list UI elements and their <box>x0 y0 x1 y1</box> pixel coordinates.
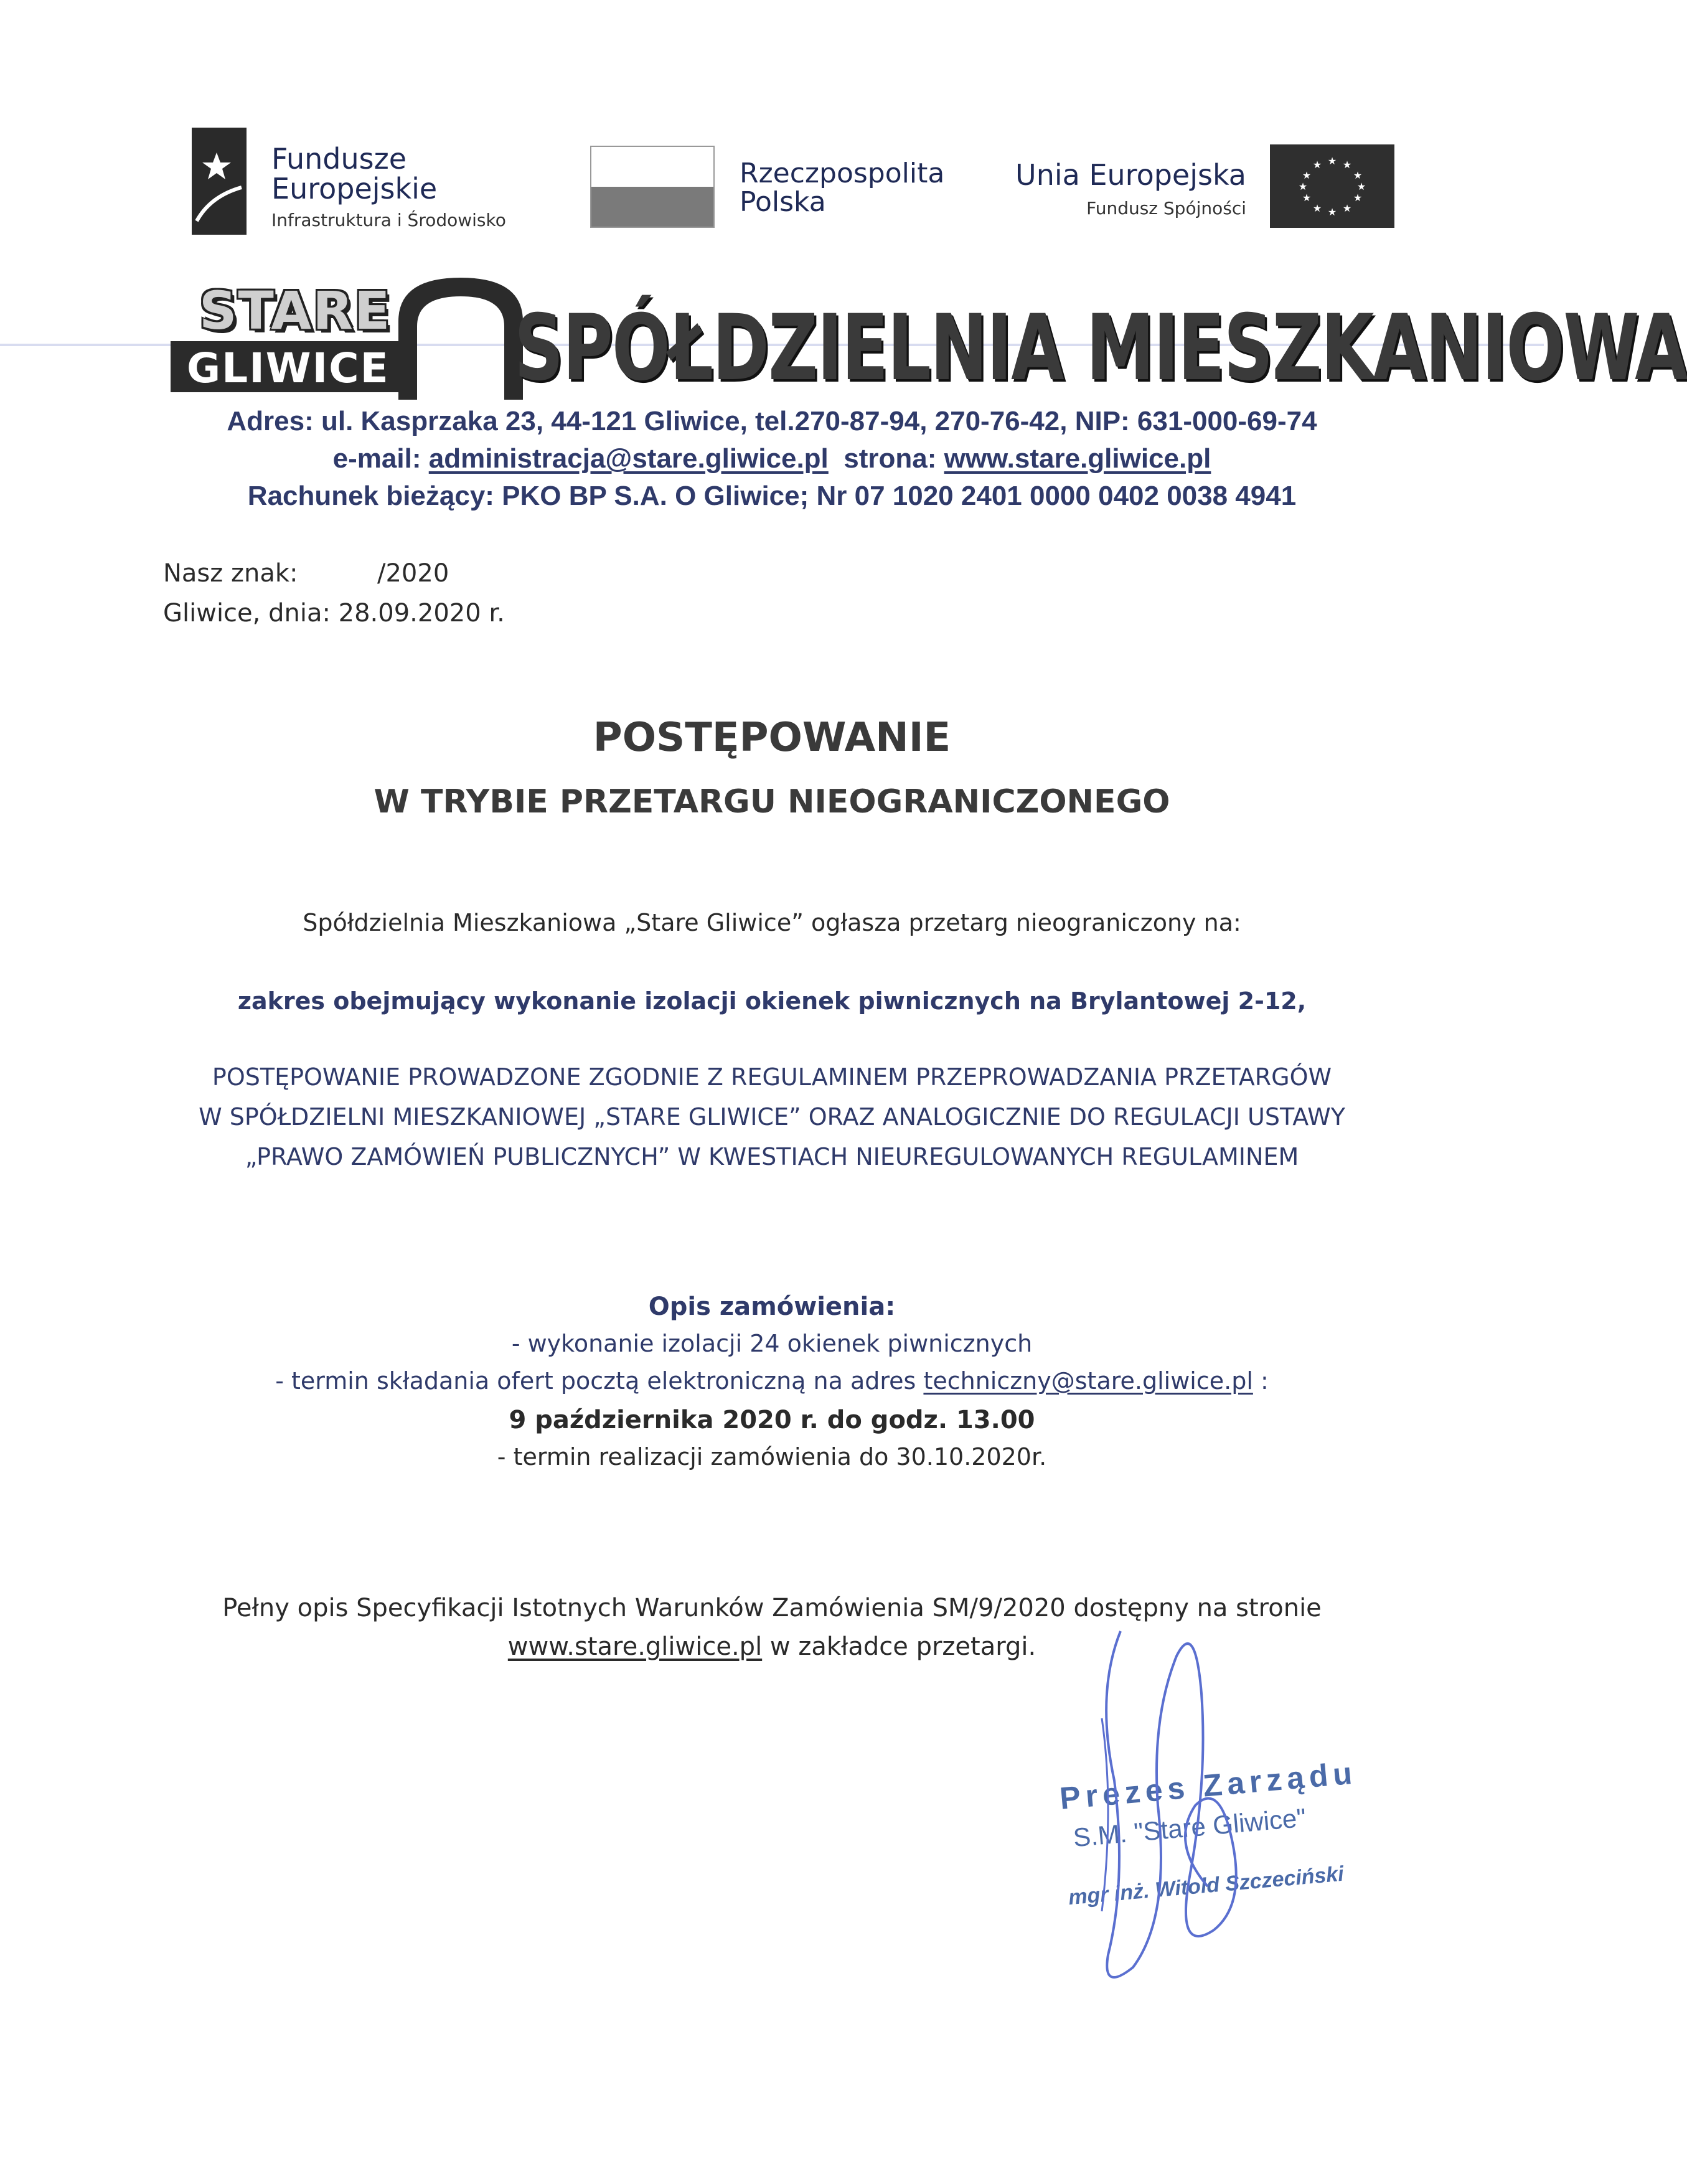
fundusze-europejskie-logo-icon <box>192 128 247 235</box>
contact-address: Adres: ul. Kasprzaka 23, 44-121 Gliwice, tel.270-87-94, 270-76-42, NIP: 631-000-69-74 <box>227 406 1317 436</box>
brand-gliwice: GLIWICE <box>187 344 390 392</box>
svg-text:★: ★ <box>1327 206 1337 218</box>
svg-text:★: ★ <box>1342 159 1352 171</box>
full-spec-link[interactable]: www.stare.gliwice.pl <box>507 1632 763 1661</box>
eu-line2: Fundusz Spójności <box>1086 198 1246 219</box>
description-title: Opis zamówienia: <box>648 1292 896 1321</box>
email-label: e-mail: <box>332 443 421 474</box>
full-spec-line-2-suffix: w zakładce przetargi. <box>762 1632 1036 1661</box>
description-item-3: - termin realizacji zamówienia do 30.10.2020r. <box>497 1443 1047 1471</box>
fe-logo-text <box>271 144 506 229</box>
rp-line1: Rzeczpospolita <box>740 158 945 189</box>
svg-text:★: ★ <box>1327 155 1337 167</box>
email-link[interactable]: administracja@stare.gliwice.pl <box>428 443 829 474</box>
arch-gate-icon <box>398 278 523 400</box>
contact-account: Rachunek bieżący: PKO BP S.A. O Gliwice; Nr 07 1020 2401 0000 0402 0038 4941 <box>247 481 1297 511</box>
fe-line1: Fundusze <box>271 142 407 176</box>
contact-web-line <box>0 443 1544 474</box>
svg-text:★: ★ <box>1342 202 1352 214</box>
svg-text:★: ★ <box>1302 192 1312 204</box>
reference-value: /2020 <box>377 559 449 588</box>
www-link[interactable]: www.stare.gliwice.pl <box>944 443 1211 474</box>
fe-line2: Europejskie <box>271 172 438 205</box>
intro-text: Spółdzielnia Mieszkaniowa „Stare Gliwice” ogłasza przetarg nieograniczony na: <box>303 909 1241 936</box>
rp-line2: Polska <box>740 186 826 219</box>
technical-email-link[interactable]: techniczny@stare.gliwice.pl <box>923 1367 1253 1395</box>
eu-logo-text <box>971 158 1246 219</box>
document-date: Gliwice, dnia: 28.09.2020 r. <box>163 599 505 628</box>
svg-text:★: ★ <box>1298 181 1308 192</box>
description-item-1: - wykonanie izolacji 24 okienek piwnicznych <box>511 1330 1033 1357</box>
legal-line-1: POSTĘPOWANIE PROWADZONE ZGODNIE Z REGULAMINEM PRZEPROWADZANIA PRZETARGÓW <box>212 1063 1332 1091</box>
polish-flag-icon <box>590 146 715 228</box>
stamp-line-1: Prezes Zarządu <box>1058 1755 1358 1816</box>
full-spec-line-1: Pełny opis Specyfikacji Istotnych Warunków Zamówienia SM/9/2020 dostępny na stronie <box>222 1594 1322 1622</box>
stamp-line-3: mgr inż. Witold Szczeciński <box>1067 1862 1345 1910</box>
coop-name: SPÓŁDZIELNIA MIESZKANIOWA <box>514 295 1687 401</box>
eu-flag-icon <box>1270 144 1394 228</box>
scope-text: zakres obejmujący wykonanie izolacji okienek piwnicznych na Brylantowej 2-12, <box>237 987 1307 1015</box>
svg-text:★: ★ <box>1353 169 1363 181</box>
reference-label: Nasz znak: <box>163 559 298 588</box>
deadline-text: 9 października 2020 r. do godz. 13.00 <box>509 1406 1035 1434</box>
legal-line-2: W SPÓŁDZIELNI MIESZKANIOWEJ „STARE GLIWICE” ORAZ ANALOGICZNIE DO REGULACJI USTAWY <box>199 1103 1345 1131</box>
doc-subtitle: W TRYBIE PRZETARGU NIEOGRANICZONEGO <box>374 783 1170 821</box>
brand-stare: STARE <box>199 280 392 341</box>
eu-line1: Unia Europejska <box>1015 158 1246 192</box>
rp-logo-text <box>740 159 944 217</box>
legal-line-3: „PRAWO ZAMÓWIEŃ PUBLICZNYCH” W KWESTIACH NIEUREGULOWANYCH REGULAMINEM <box>245 1143 1299 1170</box>
fe-line3: Infrastruktura i Środowisko <box>271 210 506 230</box>
description-item-2 <box>0 1367 1544 1395</box>
signature-icon <box>1008 1619 1394 2005</box>
www-label: strona: <box>844 443 937 474</box>
svg-text:★: ★ <box>1353 192 1363 204</box>
doc-title: POSTĘPOWANIE <box>593 715 951 761</box>
svg-text:★: ★ <box>1356 181 1366 192</box>
svg-text:★: ★ <box>1312 159 1322 171</box>
svg-text:★: ★ <box>1302 169 1312 181</box>
description-item-2-suffix: : <box>1252 1367 1269 1395</box>
stamp-line-2: S.M. "Stare Gliwice" <box>1072 1802 1307 1853</box>
svg-text:★: ★ <box>1312 202 1322 214</box>
description-item-2-prefix: - termin składania ofert pocztą elektroniczną na adres <box>275 1367 924 1395</box>
